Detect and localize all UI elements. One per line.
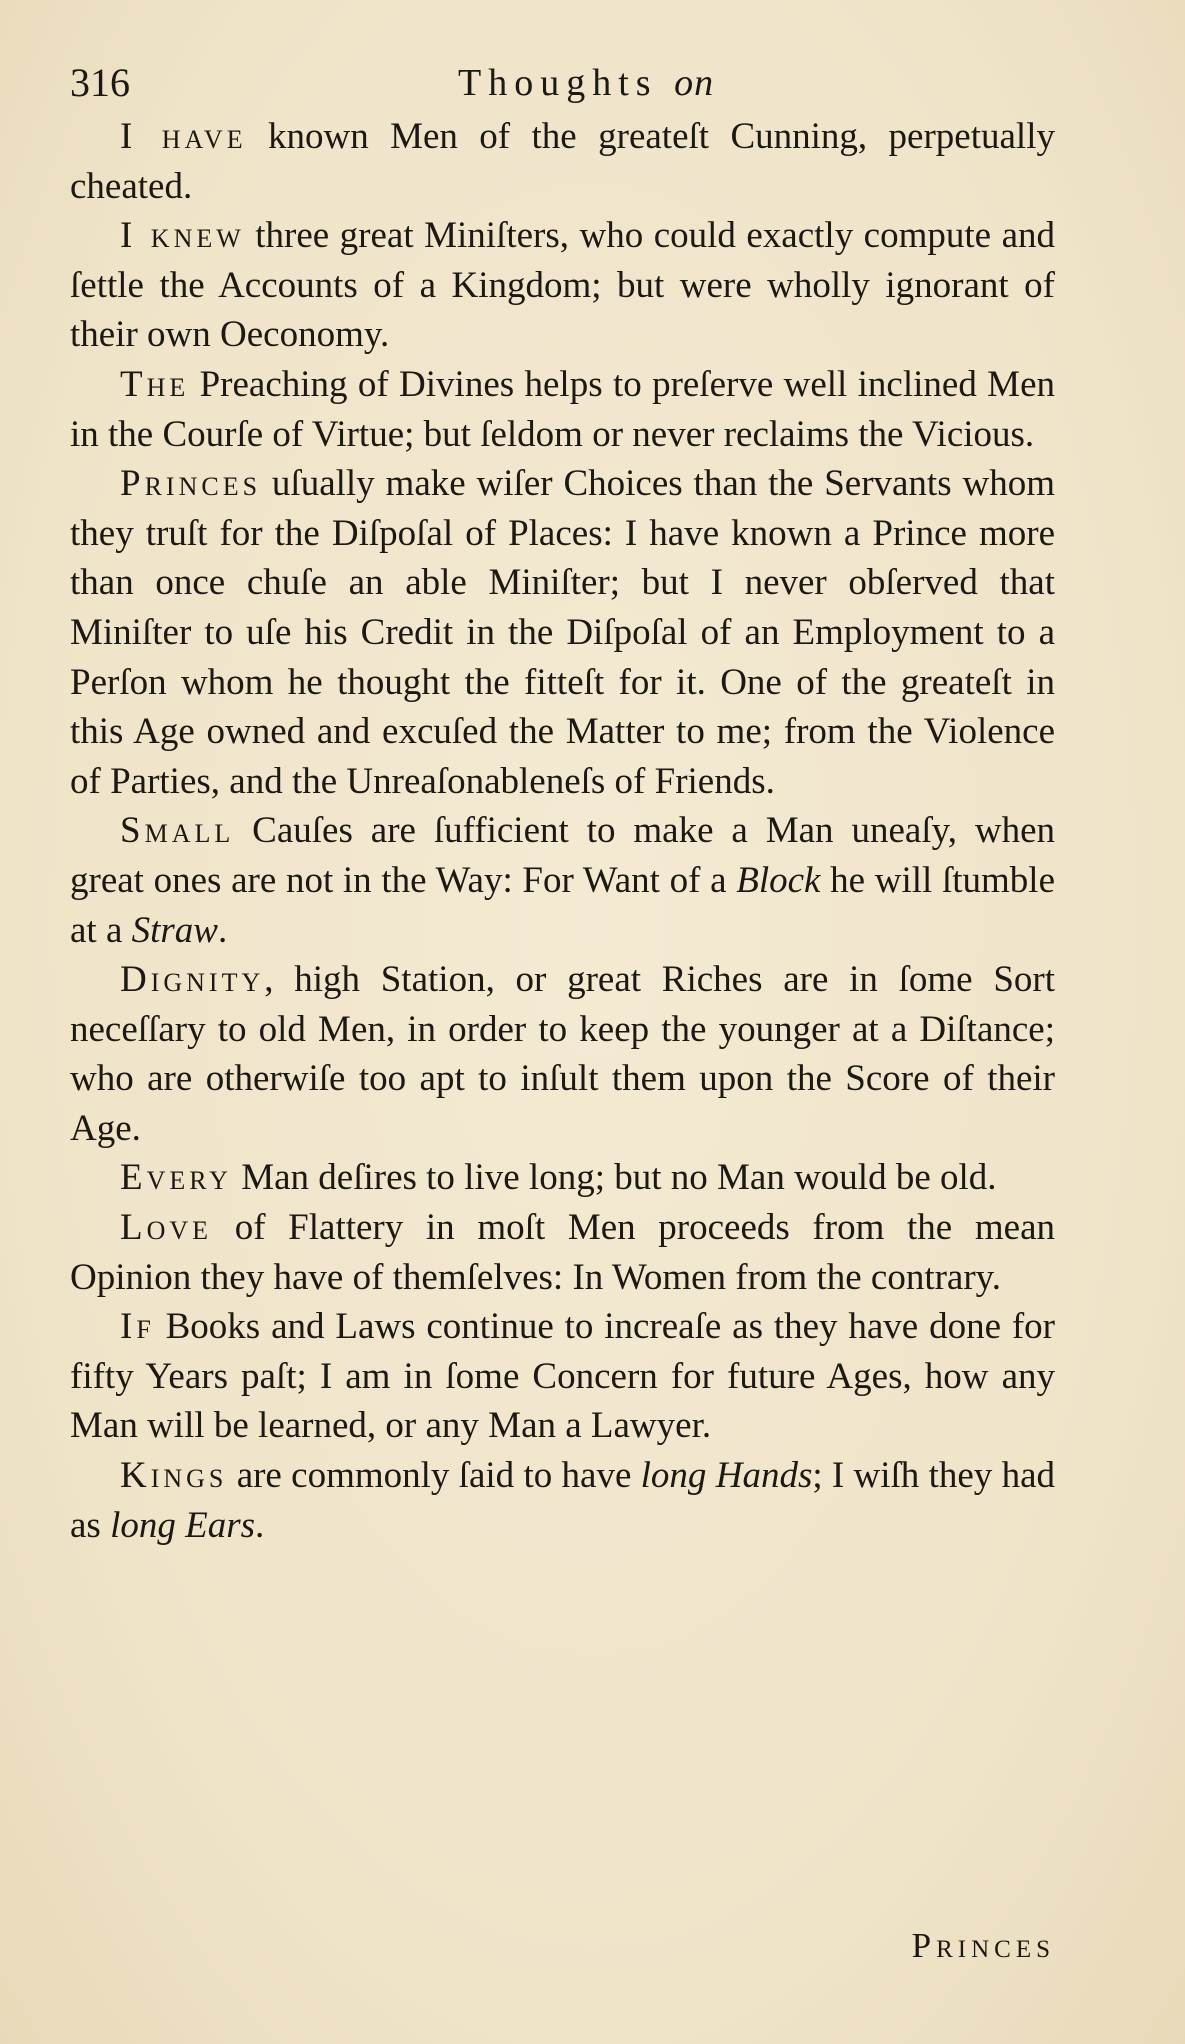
paragraph-text: uſually make wiſer Choices than the Servants whom they truſt for the Diſpoſal of Places: I have known a Prince more than once chuſe an able Miniſter; but I never obſerved that Miniſter to uſe his Credit in the Diſpoſal of an Employment to a Perſon whom he thought the fitteſt for it. One of the greateſt in this Age owned and excuſed the Matter to me; from the Violence of Parties, and the Unreaſonableneſs of Friends. (70, 463, 1055, 802)
paragraph-lead: The (120, 363, 190, 405)
paragraph-flattery (70, 1203, 1055, 1302)
paragraph-italic: long Hands (640, 1455, 813, 1497)
paragraph-lead: Princes (120, 463, 262, 505)
paragraph-text: of Flattery in moſt Men proceeds from the mean Opinion they have of themſelves: In Women from the contrary. (70, 1207, 1055, 1298)
paragraph-italic: Straw (131, 909, 218, 951)
body-text (70, 112, 1055, 1550)
paragraph-cunning (70, 112, 1055, 211)
running-head (458, 58, 714, 108)
paragraph-text: he will ſtumble at a (70, 859, 1055, 951)
paragraph-kings (70, 1451, 1055, 1550)
paragraph-lead: Small (120, 810, 235, 852)
paragraph-lead: Dignity (120, 959, 265, 1001)
page-header (70, 58, 1070, 118)
paragraph-preaching (70, 360, 1055, 459)
paragraph-text: three great Miniſters, who could exactly compute and ſettle the Accounts of a Kingdom; but were wholly ignorant of their own Oeconomy. (70, 215, 1055, 356)
paragraph-lead: I have (120, 116, 247, 157)
paragraph-every-man (70, 1153, 1055, 1203)
running-head-title: Thoughts (458, 62, 658, 104)
paragraph-italic: Block (736, 859, 821, 901)
paragraph-text: Cauſes are ſufficient to make a Man uneaſy, when great ones are not in the Way: For Want of a (70, 810, 1055, 901)
paragraph-text: . (255, 1504, 265, 1546)
paragraph-books-laws (70, 1302, 1055, 1451)
catchword: Princes (911, 1926, 1055, 1965)
paragraph-text: Preaching of Divines helps to preſerve well inclined Men in the Courſe of Virtue; but ſeldom or never reclaims the Vicious. (70, 363, 1055, 455)
running-head-suffix: on (674, 62, 715, 104)
paragraph-text: are commonly ſaid to have (227, 1455, 641, 1497)
paragraph-text: Man deſires to live long; but no Man would be old. (231, 1157, 997, 1199)
paragraph-dignity (70, 955, 1055, 1153)
page-number: 316 (70, 60, 130, 105)
paragraph-lead: If (120, 1306, 155, 1348)
paragraph-ministers (70, 211, 1055, 360)
paragraph-lead: Kings (120, 1455, 228, 1497)
paragraph-text: ; I wiſh they had as (70, 1455, 1055, 1546)
paragraph-small-causes (70, 806, 1055, 955)
paragraph-text: , high Station, or great Riches are in ſome Sort neceſſary to old Men, in order to keep the younger at a Diſtance; who are otherwiſe too apt to inſult them upon the Score of their Age. (70, 959, 1055, 1149)
paragraph-text: Books and Laws continue to increaſe as they have done for fifty Years paſt; I am in ſome Concern for future Ages, how any Man will be learned, or any Man a Lawyer. (70, 1306, 1055, 1447)
paragraph-lead: Love (120, 1207, 213, 1249)
paragraph-text: . (217, 909, 228, 951)
paragraph-lead: I knew (120, 215, 245, 257)
paragraph-lead: Every (120, 1157, 232, 1199)
paragraph-text: known Men of the greateſt Cunning, perpetually cheated. (70, 116, 1055, 207)
paragraph-princes (70, 459, 1055, 806)
paragraph-italic: long Ears (110, 1504, 256, 1546)
